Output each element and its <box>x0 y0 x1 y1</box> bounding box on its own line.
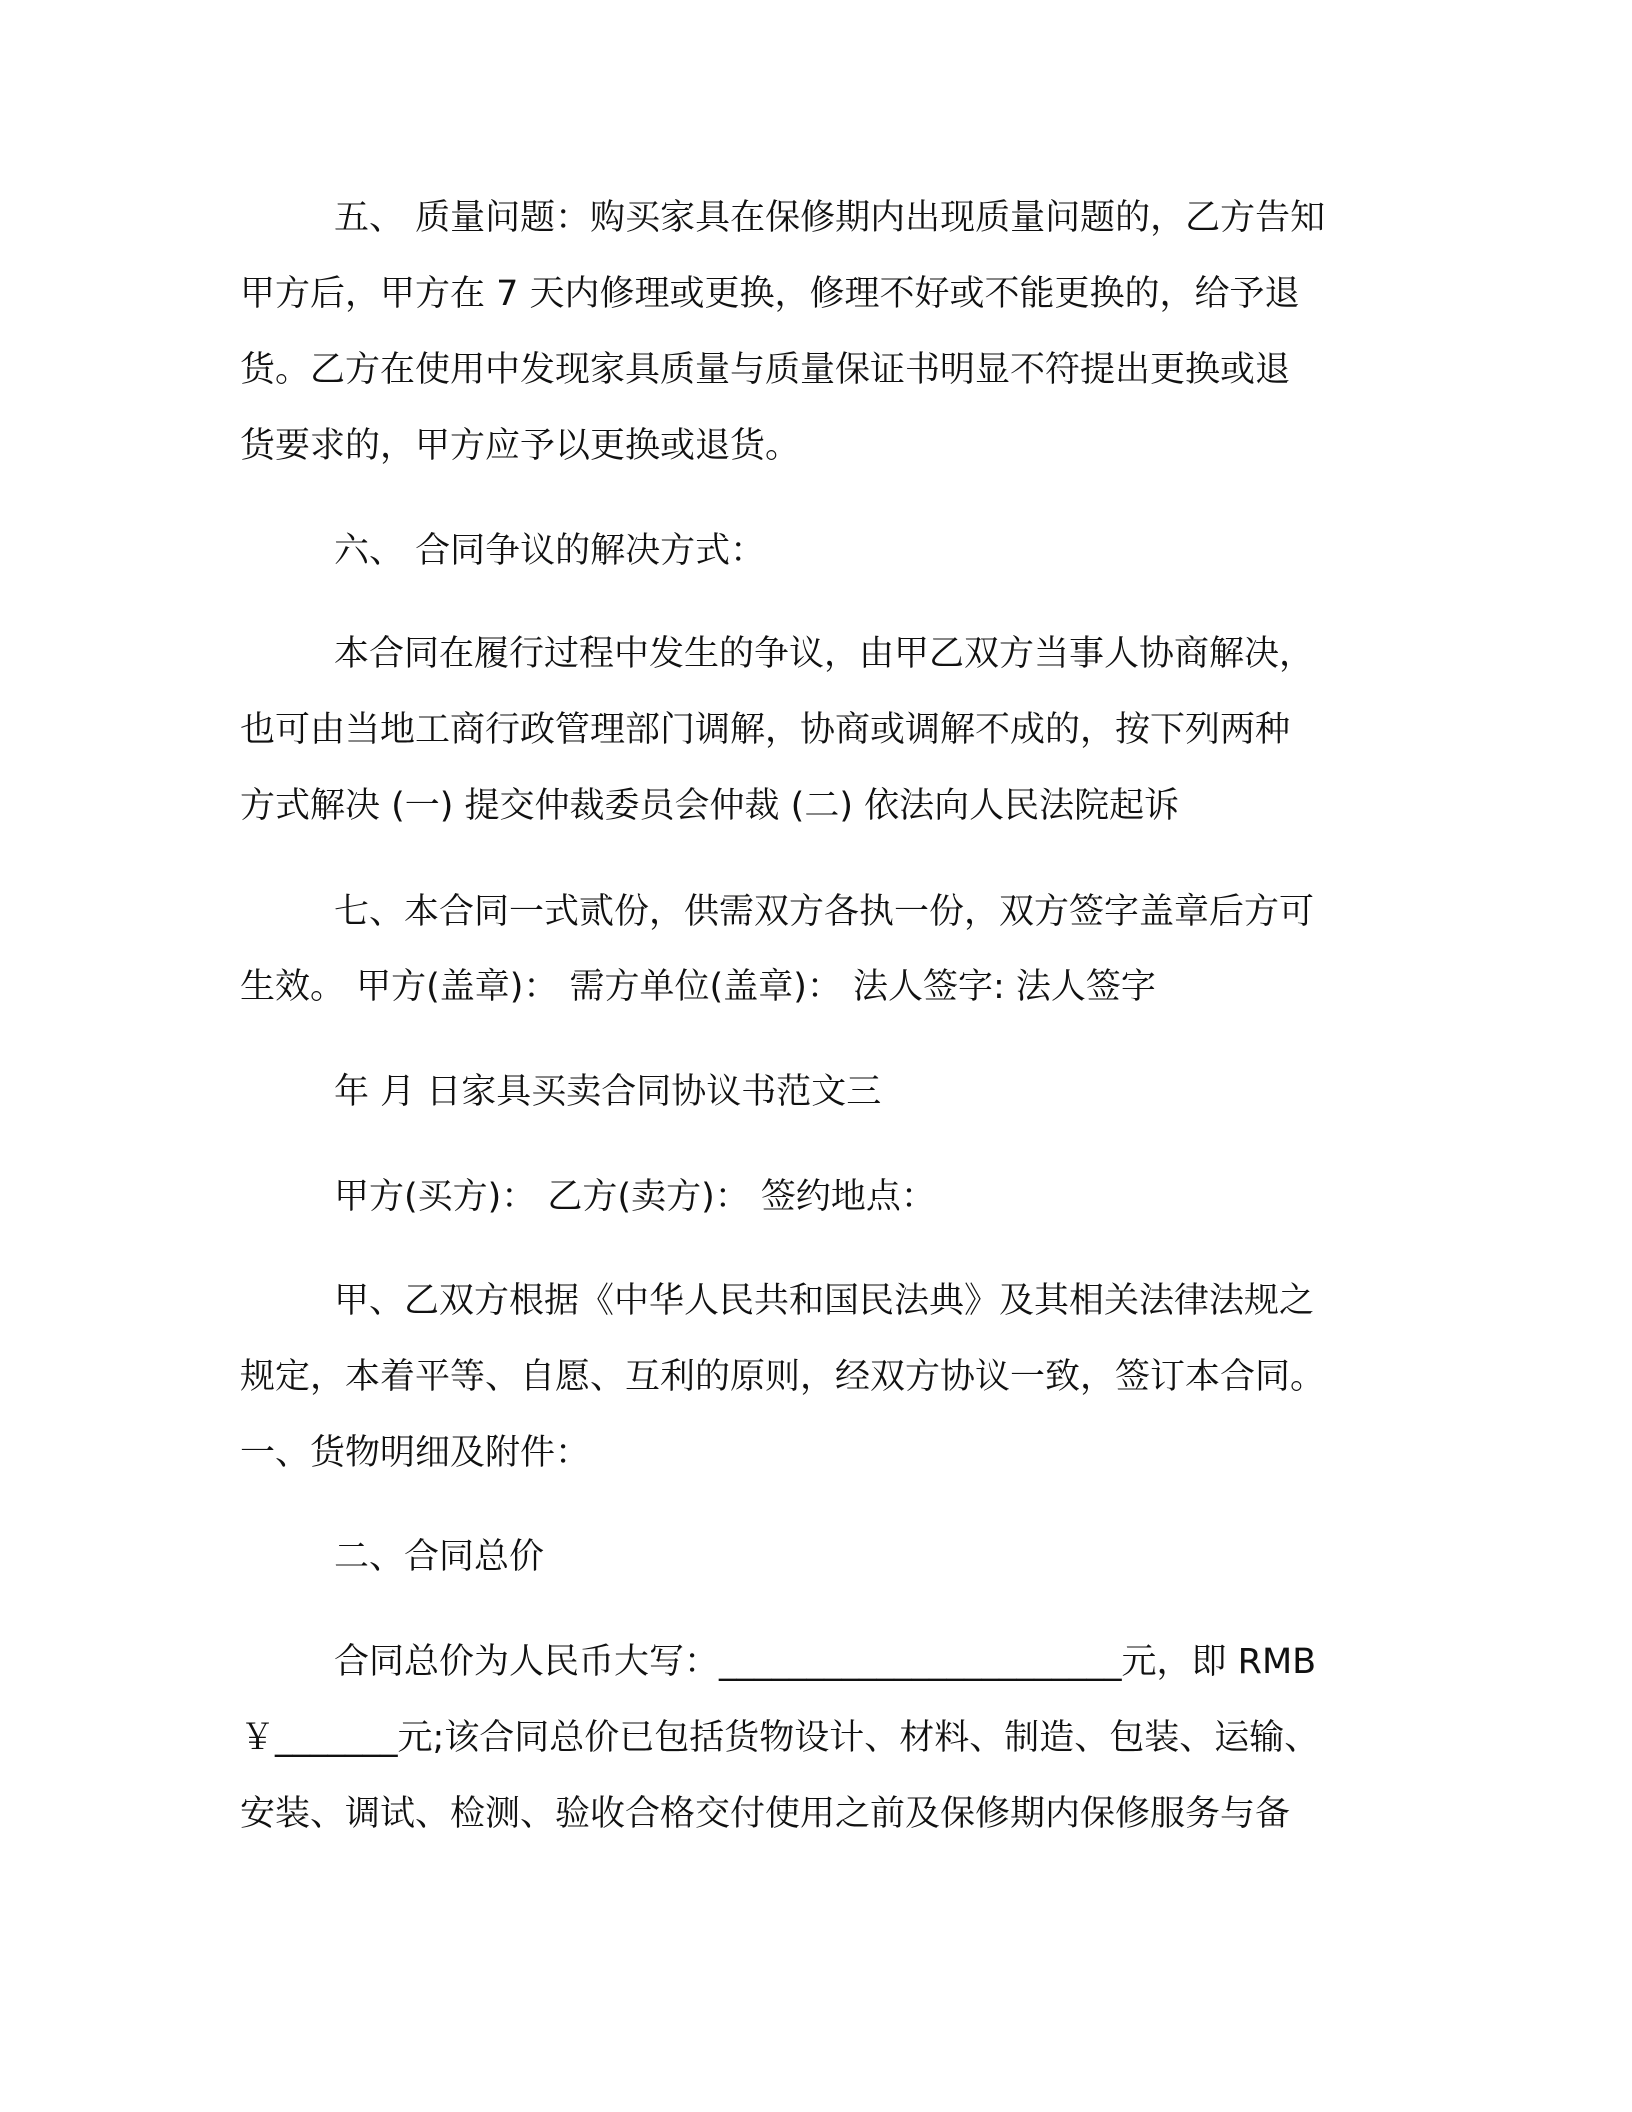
paragraph-7-line-1: 七、本合同一式贰份，供需双方各执一份，双方签字盖章后方可 <box>334 892 1315 932</box>
paragraph-price-line-2: ￥_______元;该合同总价已包括货物设计、材料、制造、包装、运输、 <box>240 1718 1320 1758</box>
paragraph-dispute-line-2: 也可由当地工商行政管理部门调解，协商或调解不成的，按下列两种 <box>240 710 1291 750</box>
paragraph-5-line-2: 甲方后，甲方在 7 天内修理或更换，修理不好或不能更换的，给予退 <box>240 274 1300 314</box>
paragraph-7-line-2: 生效。 甲方(盖章)： 需方单位(盖章)： 法人签字: 法人签字 <box>240 967 1156 1007</box>
paragraph-5-line-3: 货。乙方在使用中发现家具质量与质量保证书明显不符提出更换或退 <box>240 350 1291 390</box>
paragraph-basis-line-1: 甲、乙双方根据《中华人民共和国民法典》及其相关法律法规之 <box>334 1281 1315 1321</box>
paragraph-price-line-1: 合同总价为人民币大写：_______________________元，即 RMB <box>334 1642 1317 1682</box>
section-2-heading: 二、合同总价 <box>334 1537 545 1577</box>
paragraph-5-line-1: 五、 质量问题：购买家具在保修期内出现质量问题的，乙方告知 <box>334 198 1326 238</box>
paragraph-dispute-line-1: 本合同在履行过程中发生的争议，由甲乙双方当事人协商解决， <box>334 634 1315 674</box>
paragraph-dispute-line-3: 方式解决 (一) 提交仲裁委员会仲裁 (二) 依法向人民法院起诉 <box>240 786 1180 826</box>
section-6-heading: 六、 合同争议的解决方式： <box>334 531 766 571</box>
section-1-heading: 一、货物明细及附件： <box>240 1433 591 1473</box>
paragraph-5-line-4: 货要求的，甲方应予以更换或退货。 <box>240 426 801 466</box>
paragraph-price-line-3: 安装、调试、检测、验收合格交付使用之前及保修期内保修服务与备 <box>240 1794 1291 1834</box>
paragraph-basis-line-2: 规定，本着平等、自愿、互利的原则，经双方协议一致，签订本合同。 <box>240 1357 1326 1397</box>
parties-line: 甲方(买方)： 乙方(卖方)： 签约地点： <box>334 1177 936 1217</box>
date-and-title-line: 年 月 日家具买卖合同协议书范文三 <box>334 1072 882 1112</box>
